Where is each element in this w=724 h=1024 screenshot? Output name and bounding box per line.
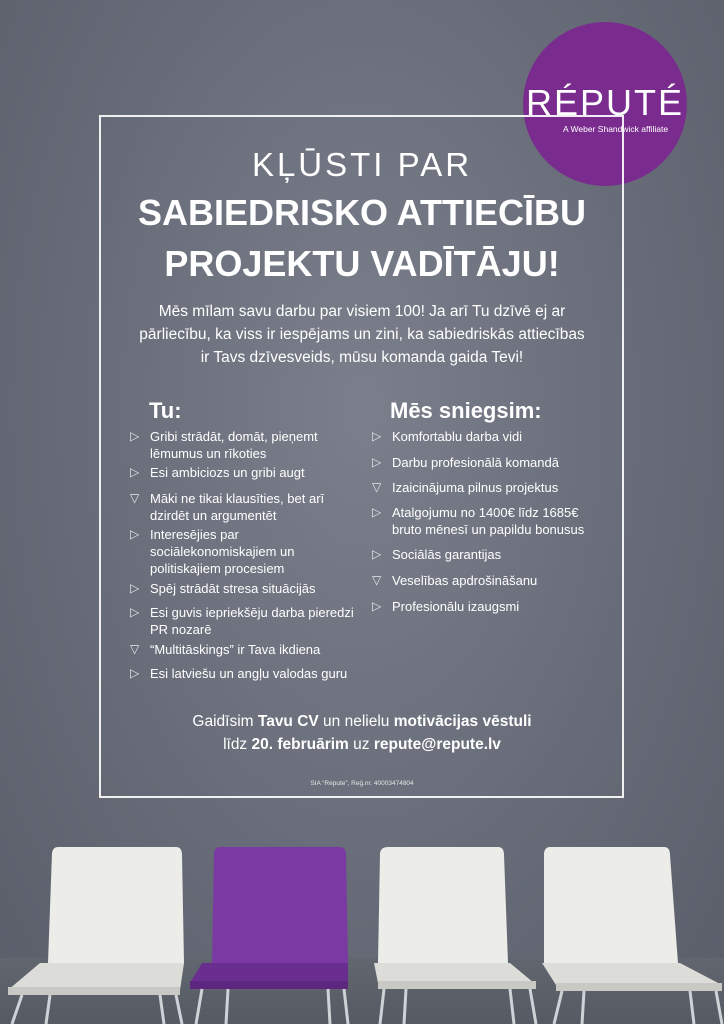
right-column-title: Mēs sniegsim: [390,398,542,423]
triangle-outline-icon: ▽ [372,573,382,587]
triangle-outline-icon: ▽ [130,491,140,505]
list-item: ▷ Gribi strādāt, domāt, pieņemt lēmumus un rīkoties [130,429,318,461]
triangle-outline-icon: ▽ [130,642,140,656]
left-column-title: Tu: [149,398,182,423]
triangle-outline-icon: ▷ [130,527,140,541]
intro-line: ir Tavs dzīvesveids, mūsu komanda gaida Tevi! [200,349,524,366]
white-chair [0,845,185,1024]
list-item: ▷ Esi ambiciozs un gribi augt [130,465,305,480]
triangle-outline-icon: ▷ [372,547,382,561]
list-item: ▽ Māki ne tikai klausīties, bet arī dzirdēt un argumentēt [130,491,325,523]
list-item: ▷ Interesējies par sociālekonomiskajiem un politiskajiem procesiem [130,527,295,576]
list-item: ▷ Darbu profesionālā komandā [372,455,559,470]
headline-line-3: PROJEKTU VADĪTĀJU! [164,243,560,284]
purple-chair [188,845,353,1024]
cta-line-1: Gaidīsim Tavu CV un nelielu motivācijas vēstuli [192,713,532,730]
company-registration: SIA “Repute”, Reģ.nr. 40003474804 [310,780,414,787]
triangle-outline-icon: ▷ [130,605,140,619]
list-item: ▷ Sociālās garantijas [372,547,502,562]
white-chair [540,845,724,1024]
intro-paragraph [100,300,624,369]
intro-line: Mēs mīlam savu darbu par visiem 100! Ja arī Tu dzīvē ej ar [158,303,566,320]
list-item: ▷ Esi guvis iepriekšēju darba pieredzi PR nozarē [130,605,354,637]
email-link[interactable]: repute@repute.lv [373,736,501,753]
triangle-outline-icon: ▷ [372,505,382,519]
headline-line-1: KĻŪSTI PAR [251,146,473,183]
list-item: ▷ Profesionālu izaugsmi [372,599,520,614]
list-item: ▽ Veselības apdrošināšanu [372,573,538,588]
white-chair [370,845,540,1024]
list-item: ▷ Esi latviešu un angļu valodas guru [130,666,348,681]
triangle-outline-icon: ▷ [372,599,382,613]
list-item: ▽ “Multitāskings” ir Tava ikdiena [130,642,321,657]
triangle-outline-icon: ▷ [372,429,382,443]
triangle-outline-icon: ▷ [130,465,140,479]
list-item: ▷ Spēj strādāt stresa situācijās [130,581,316,596]
list-item: ▽ Izaicinājuma pilnus projektus [372,480,559,495]
list-item: ▷ Atalgojumu no 1400€ līdz 1685€ bruto mēnesī un papildu bonusus [372,505,585,537]
triangle-outline-icon: ▷ [372,455,382,469]
triangle-outline-icon: ▷ [130,581,140,595]
logo-wordmark: RÉPUTÉ [525,82,685,123]
cta-line-2: līdz 20. februārim uz repute@repute.lv [223,736,501,753]
headline-line-2: SABIEDRISKO ATTIECĪBU [137,192,586,233]
intro-line: pārliecību, ka viss ir iespējams un zini, ka sabiedriskās attiecības [139,326,585,343]
triangle-outline-icon: ▷ [130,429,140,443]
triangle-outline-icon: ▽ [372,480,382,494]
triangle-outline-icon: ▷ [130,666,140,680]
list-item: ▷ Komfortablu darba vidi [372,429,523,444]
logo-tagline: A Weber Shandwick affiliate [563,124,669,134]
